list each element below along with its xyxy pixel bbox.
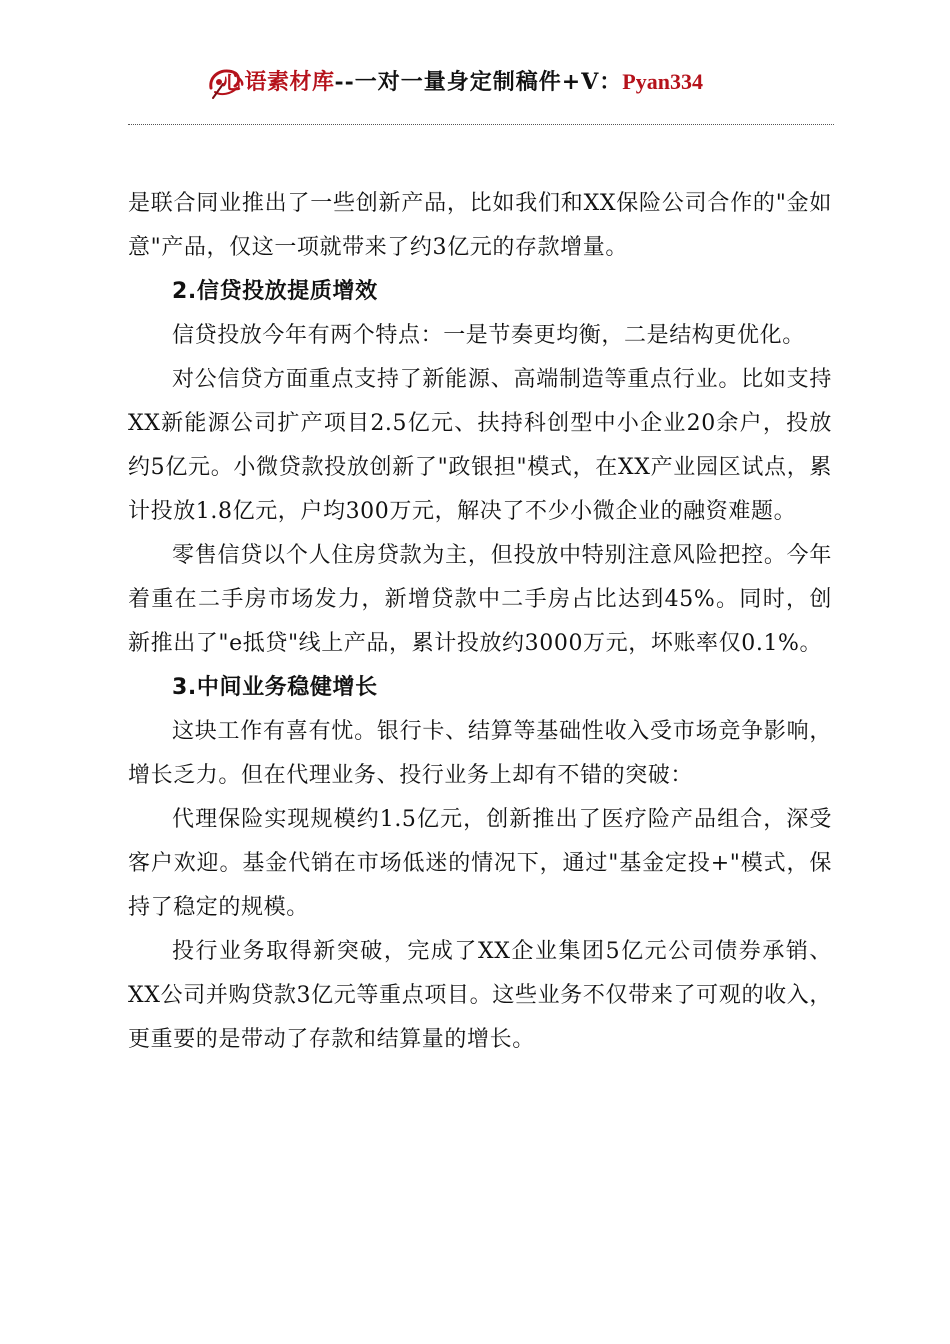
paragraph: 零售信贷以个人住房贷款为主，但投放中特别注意风险把控。今年着重在二手房市场发力，新增贷款中二手房占比达到45%。同时，创新推出了"e抵贷"线上产品，累计投放约3000万元，坏账率仅0.1%。 bbox=[128, 543, 832, 656]
header-divider bbox=[128, 124, 834, 125]
header-title bbox=[222, 64, 703, 100]
contact-id: Pyan334 bbox=[622, 69, 703, 94]
document-body bbox=[128, 182, 832, 1062]
page-header bbox=[0, 58, 950, 108]
paragraph: 是联合同业推出了一些创新产品，比如我们和XX保险公司合作的"金如意"产品，仅这一项就带来了约3亿元的存款增量。 bbox=[128, 191, 832, 260]
section-heading: 3.中间业务稳健增长 bbox=[172, 675, 378, 700]
brand-name: 心语素材库 bbox=[222, 70, 335, 95]
paragraph: 投行业务取得新突破，完成了XX企业集团5亿元公司债券承销、XX公司并购贷款3亿元等重点项目。这些业务不仅带来了可观的收入，更重要的是带动了存款和结算量的增长。 bbox=[128, 939, 832, 1052]
header-slogan: --一对一量身定制稿件+V： bbox=[334, 69, 623, 95]
paragraph: 这块工作有喜有忧。银行卡、结算等基础性收入受市场竞争影响，增长乏力。但在代理业务、投行业务上却有不错的突破： bbox=[128, 719, 832, 788]
section-heading: 2.信贷投放提质增效 bbox=[172, 279, 378, 304]
paragraph: 信贷投放今年有两个特点：一是节奏更均衡，二是结构更优化。 bbox=[172, 323, 805, 348]
paragraph: 代理保险实现规模约1.5亿元，创新推出了医疗险产品组合，深受客户欢迎。基金代销在市场低迷的情况下，通过"基金定投+"模式，保持了稳定的规模。 bbox=[128, 807, 832, 920]
paragraph: 对公信贷方面重点支持了新能源、高端制造等重点行业。比如支持XX新能源公司扩产项目2.5亿元、扶持科创型中小企业20余户，投放约5亿元。小微贷款投放创新了"政银担"模式，在XX产业园区试点，累计投放1.8亿元，户均300万元，解决了不少小微企业的融资难题。 bbox=[128, 367, 832, 524]
